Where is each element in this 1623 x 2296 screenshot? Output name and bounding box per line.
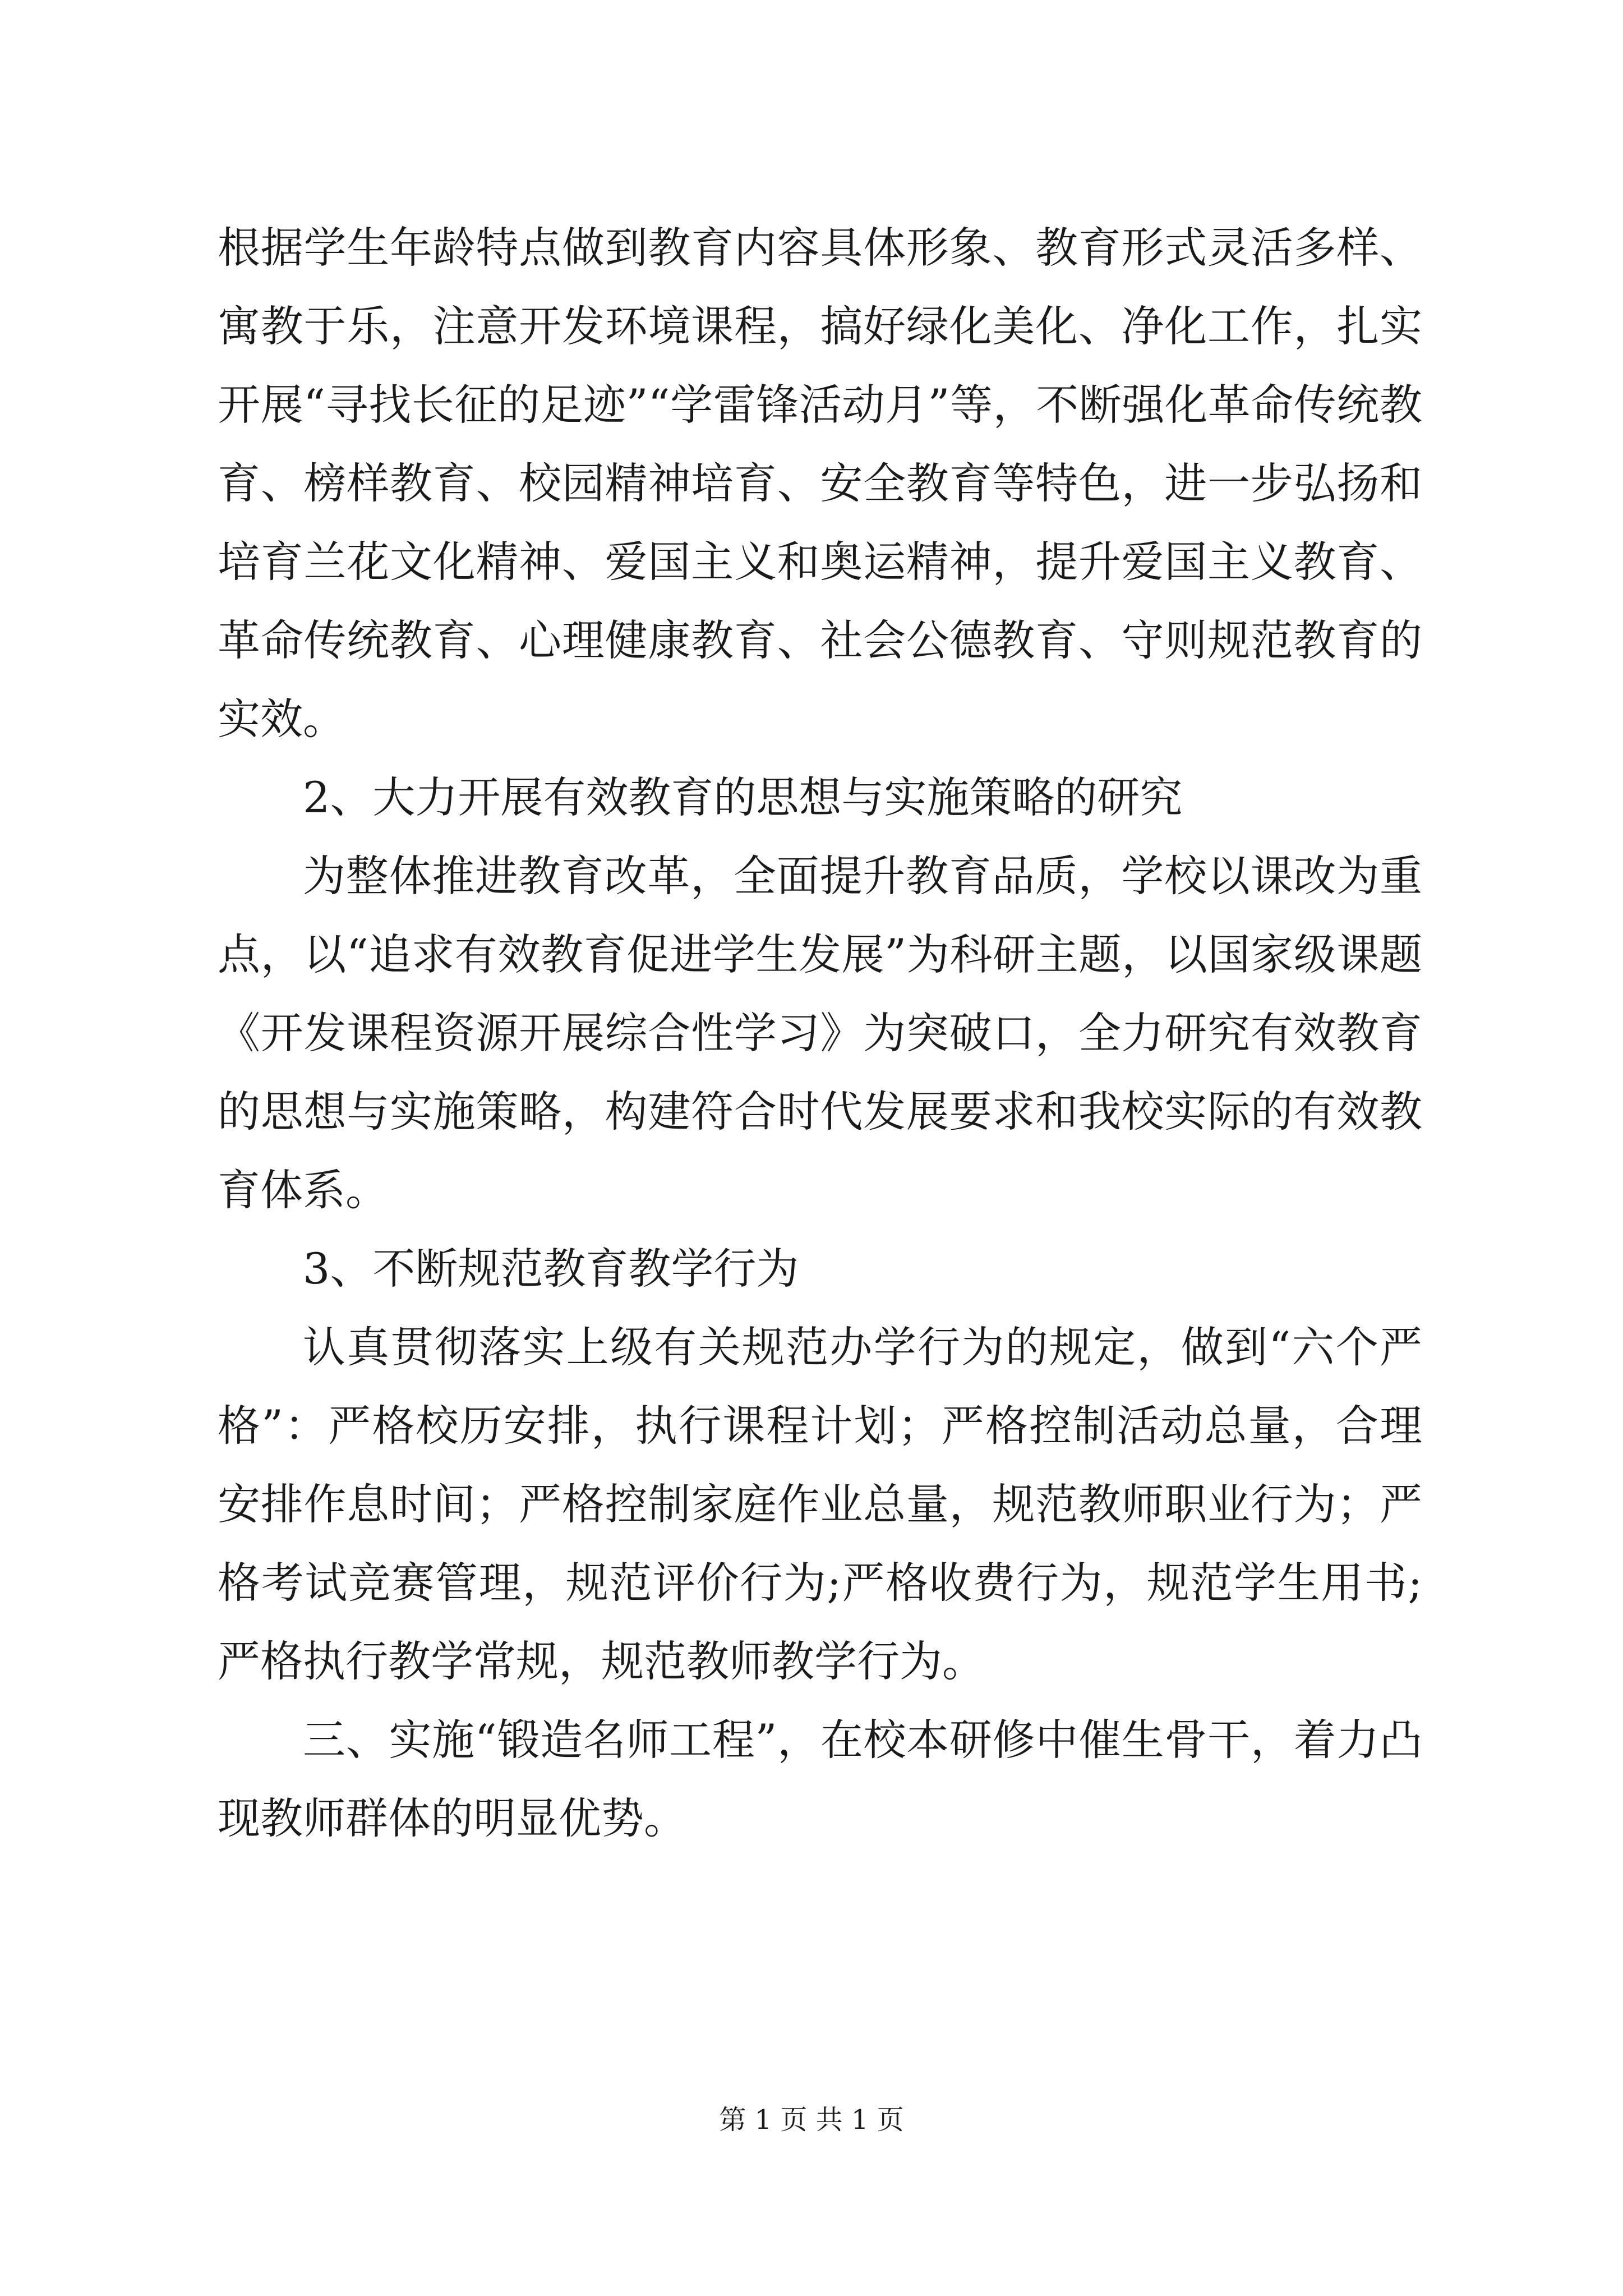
paragraph-six-strict-rules: 认真贯彻落实上级有关规范办学行为的规定，做到“六个严格”：严格校历安排，执行课程计划；严格控制活动总量，合理安排作息时间；严格控制家庭作业总量，规范教师职业行为；严格考试竞赛管理，规范评价行为;严格收费行为，规范学生用书;严格执行教学常规，规范教师教学行为。 xyxy=(218,1322,1422,1686)
section-heading-3: 3、不断规范教育教学行为 xyxy=(303,1244,799,1294)
section-heading-2: 2、大力开展有效教育的思想与实施策略的研究 xyxy=(303,772,1183,822)
document-body xyxy=(218,209,1422,1858)
paragraph-effective-education: 为整体推进教育改革，全面提升教育品质，学校以课改为重点，以“追求有效教育促进学生发展”为科研主题，以国家级课题《开发课程资源开展综合性学习》为突破口，全力研究有效教育的思想与实施策略，构建符合时代发展要求和我校实际的有效教育体系。 xyxy=(218,851,1422,1215)
page-footer: 第 1 页 共 1 页 xyxy=(719,2104,904,2136)
section-heading-three: 三、实施“锻造名师工程”，在校本研修中催生骨干，着力凸现教师群体的明显优势。 xyxy=(218,1715,1422,1843)
paragraph-continuation: 根据学生年龄特点做到教育内容具体形象、教育形式灵活多样、寓教于乐，注意开发环境课程，搞好绿化美化、净化工作，扎实开展“寻找长征的足迹”“学雷锋活动月”等，不断强化革命传统教育、榜样教育、校园精神培育、安全教育等特色，进一步弘扬和培育兰花文化精神、爱国主义和奥运精神，提升爱国主义教育、革命传统教育、心理健康教育、社会公德教育、守则规范教育的实效。 xyxy=(218,223,1422,744)
